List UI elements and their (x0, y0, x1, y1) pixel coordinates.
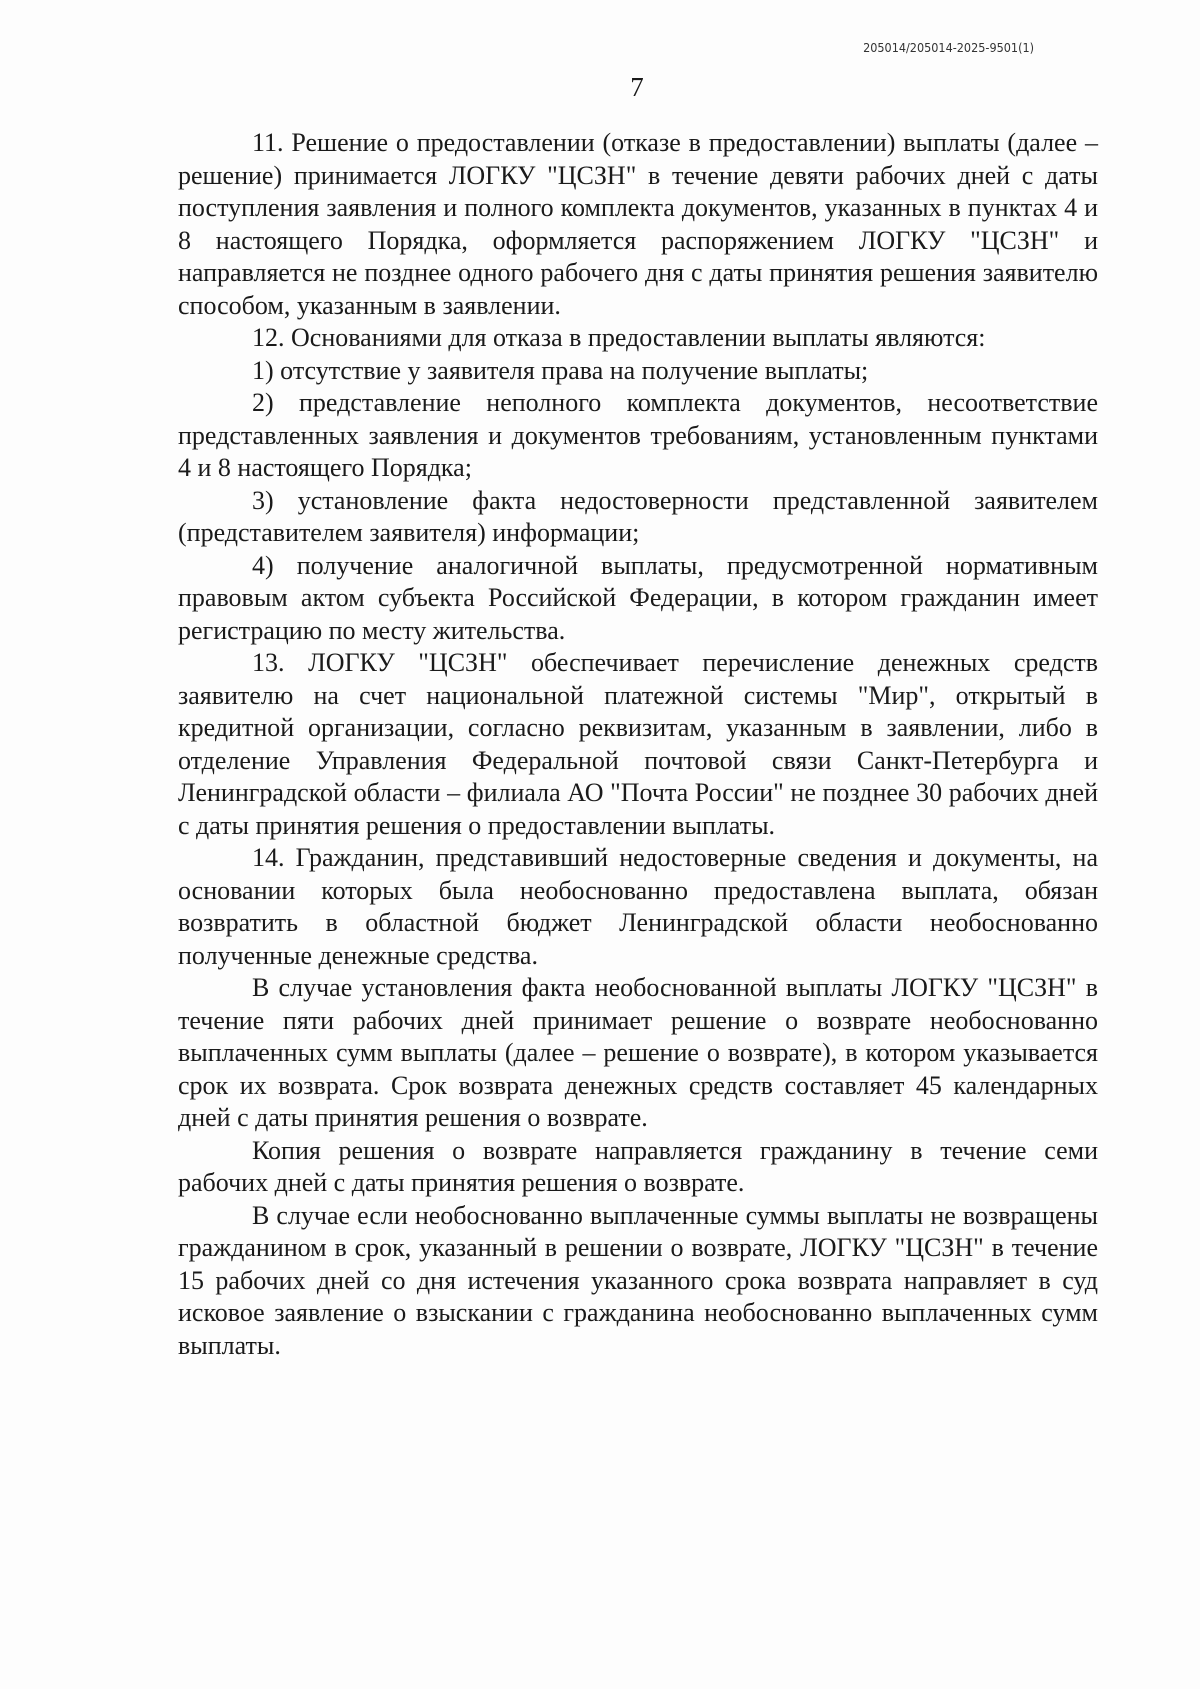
document-body (178, 127, 1098, 1362)
list-item-12-3: 3) установление факта недостоверности представленной заявителем (представителем заявителя) информации; (178, 485, 1098, 547)
list-item-12-4: 4) получение аналогичной выплаты, предусмотренной нормативным правовым актом субъекта Российской Федерации, в котором гражданин имеет регистрацию по месту жительства. (178, 550, 1098, 645)
paragraph-14-court-claim: В случае если необоснованно выплаченные суммы выплаты не возвращены гражданином в срок, указанный в решении о возврате, ЛОГКУ "ЦСЗН" в течение 15 рабочих дней со дня истечения указанного срока возврата направляет в суд исковое заявление о взыскании с гражданина необоснованно выплаченных сумм выплаты. (178, 1200, 1098, 1360)
page-number: 7 (630, 72, 644, 102)
paragraph-14-refund-decision: В случае установления факта необоснованной выплаты ЛОГКУ "ЦСЗН" в течение пяти рабочих дней принимает решение о возврате необоснованно выплаченных сумм выплаты (далее – решение о возврате), в котором указывается срок их возврата. Срок возврата денежных средств составляет 45 календарных дней с даты принятия решения о возврате. (178, 973, 1098, 1132)
document-id: 205014/205014-2025-9501(1) (863, 40, 1034, 55)
paragraph-11: 11. Решение о предоставлении (отказе в предоставлении) выплаты (далее – решение) принимается ЛОГКУ "ЦСЗН" в течение девяти рабочих дней с даты поступления заявления и полного комплекта документов, указанных в пунктах 4 и 8 настоящего Порядка, оформляется распоряжением ЛОГКУ "ЦСЗН" и направляется не позднее одного рабочего дня с даты принятия решения заявителю способом, указанным в заявлении. (178, 128, 1098, 320)
paragraph-14: 14. Гражданин, представивший недостоверные сведения и документы, на основании которых была необоснованно предоставлена выплата, обязан возвратить в областной бюджет Ленинградской области необоснованно полученные денежные средства. (178, 843, 1098, 970)
paragraph-13: 13. ЛОГКУ "ЦСЗН" обеспечивает перечисление денежных средств заявителю на счет национальной платежной системы "Мир", открытый в кредитной организации, согласно реквизитам, указанным в заявлении, либо в отделение Управления Федеральной почтовой связи Санкт-Петербурга и Ленинградской области – филиала АО "Почта России" не позднее 30 рабочих дней с даты принятия решения о предоставлении выплаты. (178, 648, 1098, 840)
list-item-12-2: 2) представление неполного комплекта документов, несоответствие представленных заявления и документов требованиям, установленным пунктами 4 и 8 настоящего Порядка; (178, 388, 1098, 482)
paragraph-12: 12. Основаниями для отказа в предоставлении выплаты являются: (252, 323, 986, 352)
paragraph-14-decision-copy: Копия решения о возврате направляется гражданину в течение семи рабочих дней с даты принятия решения о возврате. (178, 1135, 1098, 1197)
list-item-12-1: 1) отсутствие у заявителя права на получение выплаты; (252, 355, 869, 385)
